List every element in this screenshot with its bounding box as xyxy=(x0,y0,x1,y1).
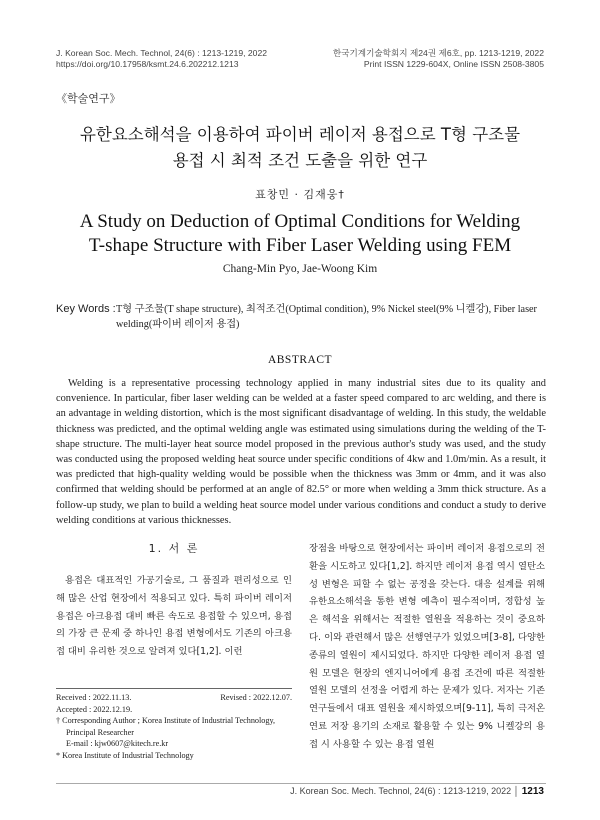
doi-link[interactable]: https://doi.org/10.17958/ksmt.24.6.202212.1213 xyxy=(56,59,239,69)
section-heading-introduction: 1. 서 론 xyxy=(148,542,200,555)
abstract-body: Welding is a representative processing technology applied in many industrial sites due to its quality and convenience. In particular, fiber laser welding can be welded at a faster speed compared to arc welding, and there is an advantage in welding distortion, which is the most significant disadvantage of welding. In this study, the weldable thickness was predicted, and the optimal welding angle was estimated using simulations during the welding of the T-shape structure. The multi-layer heat source model proposed in the previous author's study was used, and the study was conducted using the proposed welding heat source under specific conditions of 4kw and 1.0m/min. As a result, it was predicted that high-quality welding would be possible when the thickness was 3mm or 4mm, and it was also confirmed that welding should be performed at an angle of 82.5° or more when welding a 3mm thick structure. As a follow-up study, we plan to build a welding heat source model under various conditions and conduct a study to derive welding conditions at various thicknesses. xyxy=(56,378,546,526)
corresponding-email[interactable]: E-mail : kjw0607@kitech.re.kr xyxy=(66,739,169,748)
page-number: 1213 xyxy=(521,786,544,797)
dates-row xyxy=(56,692,292,704)
corresponding-author: † Corresponding Author ; Korea Institute of Industrial Technology, xyxy=(56,716,276,725)
footer-journal: J. Korean Soc. Mech. Technol, 24(6) : 1213-1219, 2022 │ xyxy=(290,786,520,796)
footnotes-block xyxy=(56,692,292,761)
journal-citation: J. Korean Soc. Mech. Technol, 24(6) : 1213-1219, 2022 xyxy=(56,48,267,58)
revised-date: Revised : 2022.12.07. xyxy=(220,693,292,702)
intro-paragraph-left: 용접은 대표적인 가공기술로, 그 품질과 편리성으로 인해 많은 산업 현장에서 적용되고 있다. 특히 파이버 레이저 용접은 아크용접 대비 빠른 속도로 용접할 수 있으며, 용접의 가장 큰 문제 중 하나인 용접 변형에서도 기존의 아크용접 대비 유리한 것으로 알려져 있다[1,2]. 이런 xyxy=(56,575,292,658)
keywords-block xyxy=(56,302,546,332)
accepted-date: Accepted : 2022.12.19. xyxy=(56,704,133,714)
title-korean xyxy=(40,122,560,174)
authors-english: Chang-Min Pyo, Jae-Woong Kim xyxy=(222,263,378,275)
title-english xyxy=(40,210,560,258)
received-date: Received : 2022.11.13. xyxy=(56,693,132,702)
left-column xyxy=(56,540,292,661)
title-english-line1: A Study on Deduction of Optimal Conditions for Welding xyxy=(79,211,521,232)
abstract-heading: ABSTRACT xyxy=(267,354,333,366)
corresponding-author-title: Principal Researcher xyxy=(66,727,134,737)
right-column xyxy=(309,540,545,754)
page-footer xyxy=(290,786,544,797)
intro-paragraph-right: 장점을 바탕으로 현장에서는 파이버 레이저 용접으로의 전환을 시도하고 있다[1,2]. 하지만 레이저 용접 역시 열탄소성 변형은 피할 수 없는 공정을 갖는다. 대응 설계를 위해 유한요소해석을 통한 변형 예측이 필수적이며, 정합성 높은 해석을 위해서는 적절한 열원을 적용하는 것이 중요하다. 이와 관련해서 많은 선행연구가 있었으며[3-8], 다양한 종류의 열원이 제시되었다. 하지만 다양한 레이저 용접 열원 모델은 현장의 엔지니어에게 용접 조건에 따른 적절한 열원 모델의 선정을 어렵게 하는 문제가 있다. 저자는 기존 연구들에서 대표 열원을 제시하였으며[9-11], 특히 극저온 연료 저장 용기의 소재로 활용할 수 있는 9% 니켈강의 용접 시 사용할 수 있는 용접 열원 xyxy=(309,543,545,750)
title-english-line2: T-shape Structure with Fiber Laser Welding using FEM xyxy=(88,235,512,256)
keywords-label: Key Words : xyxy=(56,303,116,315)
journal-citation-korean: 한국기계기술학회지 제24권 제6호, pp. 1213-1219, 2022 xyxy=(332,48,544,58)
running-header-left xyxy=(56,48,267,70)
title-korean-line1: 유한요소해석을 이용하여 파이버 레이저 용접으로 T형 구조물 xyxy=(79,125,521,144)
author-affiliation: * Korea Institute of Industrial Technology xyxy=(56,750,194,760)
title-korean-line2: 용접 시 최적 조건 도출을 위한 연구 xyxy=(172,151,428,170)
page-footer-divider xyxy=(56,783,546,784)
footnote-divider xyxy=(56,688,292,689)
keywords-text: T형 구조물(T shape structure), 최적조건(Optimal condition), 9% Nickel steel(9% 니켈강), Fiber laser welding(파이버 레이저 용접) xyxy=(116,304,537,330)
running-header-right xyxy=(333,48,544,70)
authors-korean: 표창민 · 김재웅† xyxy=(255,188,345,201)
article-category: 《학술연구》 xyxy=(56,92,121,105)
issn-info: Print ISSN 1229-604X, Online ISSN 2508-3805 xyxy=(363,59,544,69)
